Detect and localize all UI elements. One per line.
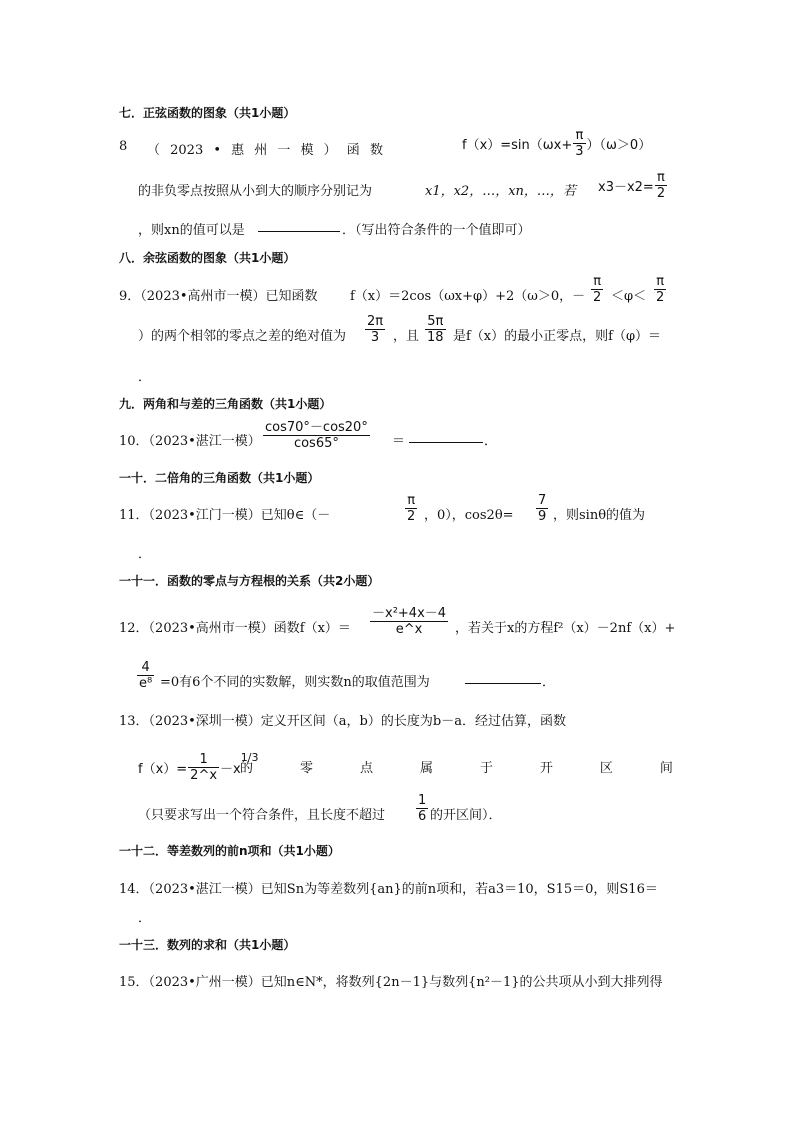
q12-tail: ，若关于x的方程f²（x）－2nf（x）+ — [455, 621, 676, 636]
q12-text: 12．（2023•高州市一模）函数f（x）＝ — [119, 621, 351, 636]
q11-two: 2 — [407, 509, 416, 524]
q8-fraction-pi-3 — [573, 128, 585, 159]
q11-nine: 9 — [538, 509, 547, 524]
q9-fraction-2pi-3 — [364, 314, 386, 345]
q10-end: ． — [484, 434, 498, 449]
q11-mid: ，0），cos2θ= — [424, 508, 514, 523]
q9-end-dot: ． — [138, 370, 152, 385]
q14-end-dot: ． — [138, 911, 152, 926]
q8-vars: x1，x2，…，xn，…，若 — [425, 184, 576, 199]
q8-pi: π — [575, 128, 584, 143]
q8-line2: 的非负零点按照从小到大的顺序分别记为 — [138, 184, 373, 199]
q9-fivepi: 5π — [427, 314, 444, 329]
q9-fraction-pi-2-b — [653, 274, 667, 305]
q9-two-b: 2 — [656, 290, 665, 305]
q8-number: 8 — [119, 139, 128, 154]
q8-source: （ 2023 • 惠 州 一 模 ） 函 数 — [147, 143, 383, 158]
q15-text: 15．（2023•广州一模）已知n∈N*，将数列{2n－1}与数列{n²－1}的公共项从小到大排列得 — [119, 975, 663, 990]
q12-denominator: e^x — [370, 621, 448, 637]
q9-two-a: 2 — [593, 290, 602, 305]
q13-one-b: 1 — [418, 793, 427, 808]
q8-three: 3 — [575, 144, 584, 159]
q13-word: 属 — [419, 761, 433, 776]
q13-word: 开 — [539, 761, 553, 776]
q8-line3a: ，则xn的值可以是 — [138, 223, 245, 238]
q9-lt: ＜φ＜ — [611, 289, 647, 304]
q8-line3b: ．（写出符合条件的一个值即可） — [342, 223, 531, 238]
q13-minus-x: －x — [220, 762, 241, 777]
q8-two: 2 — [656, 186, 666, 201]
q8-func-tail: ）（ω＞0） — [586, 138, 652, 153]
q13-exponent: 1/3 — [240, 751, 259, 764]
q9-three: 3 — [365, 329, 385, 345]
section-heading-7: 七．正弦函数的图象（共1小题） — [119, 106, 296, 120]
q12-fraction — [369, 606, 449, 637]
q9-twopi: 2π — [367, 314, 384, 329]
q9-number: 9．（2023•高州市一模）已知函数 — [119, 289, 318, 304]
q11-end-dot: ． — [138, 547, 152, 562]
q8-cond-text: x3－x2= — [598, 180, 654, 195]
q9-pi-a: π — [593, 274, 602, 289]
q8-func-text: f（x）=sin（ωx+ — [462, 138, 573, 153]
q11-fraction-pi-2 — [404, 493, 418, 524]
q9-fraction-5pi-18 — [424, 314, 447, 345]
q10-answer-blank — [409, 430, 483, 443]
q9-pi-b: π — [656, 274, 665, 289]
section-heading-11: 一十一．函数的零点与方程根的关系（共2小题） — [119, 574, 380, 588]
section-heading-12: 一十二．等差数列的前n项和（共1小题） — [119, 844, 340, 858]
q11-text: 11．（2023•江门一模）已知θ∈（－ — [119, 508, 331, 523]
q12-line2: =0有6个不同的实数解，则实数n的取值范围为 — [160, 675, 430, 690]
q14-text: 14．（2023•湛江一模）已知Sn为等差数列{an}的前n项和，若a3＝10，S15＝0，则S16＝ — [119, 882, 658, 897]
q10-number: 10．（2023•湛江一模） — [119, 434, 261, 449]
q12-fraction-4-e8 — [136, 660, 155, 691]
q12-numerator: －x²+4x－4 — [372, 606, 447, 621]
q9-line2c: 是f（x）的最小正零点，则f（φ）＝ — [453, 329, 662, 344]
q13-line3a: （只要求写出一个符合条件，且长度不超过 — [138, 808, 386, 823]
q12-answer-blank — [465, 671, 541, 684]
q13-one: 1 — [199, 752, 208, 767]
section-heading-13: 一十三．数列的求和（共1小题） — [119, 938, 296, 952]
q13-line3b: 的开区间）． — [430, 808, 502, 823]
q11-seven: 7 — [538, 493, 547, 508]
section-heading-10: 一十．二倍角的三角函数（共1小题） — [119, 471, 320, 485]
q13-word: 的 — [240, 761, 254, 776]
q9-line2b: ，且 — [393, 329, 420, 344]
q9-fraction-pi-2-a — [590, 274, 604, 305]
q13-spaced-words — [240, 757, 673, 776]
q8-condition — [598, 170, 668, 201]
q13-two-power-x: 2^x — [190, 768, 218, 783]
q9-line2a: ）的两个相邻的零点之差的绝对值为 — [138, 329, 347, 344]
q13-six: 6 — [418, 809, 427, 824]
q10-numerator: cos70°－cos20° — [265, 420, 368, 435]
q9-eighteen: 18 — [427, 330, 444, 345]
q10-denominator: cos65° — [263, 435, 370, 451]
q13-word: 点 — [359, 761, 373, 776]
q10-fraction — [262, 420, 371, 451]
section-heading-8: 八．余弦函数的图象（共1小题） — [119, 251, 296, 265]
q13-fraction-1-6 — [415, 793, 429, 824]
q13-line1: 13．（2023•深圳一模）定义开区间（a，b）的长度为b－a．经过估算，函数 — [119, 714, 566, 729]
q8-function — [462, 128, 651, 159]
section-heading-9: 九．两角和与差的三角函数（共1小题） — [119, 397, 332, 411]
q13-word: 于 — [479, 761, 493, 776]
q10-equals: ＝ — [392, 434, 406, 449]
q13-word: 区 — [599, 761, 613, 776]
q11-tail: ，则sinθ的值为 — [553, 508, 646, 523]
q13-word: 间 — [659, 761, 673, 776]
q12-end: ． — [542, 675, 556, 690]
q11-pi: π — [407, 493, 416, 508]
q13-fx: f（x）= — [138, 762, 188, 777]
q8-answer-blank — [258, 219, 340, 232]
q12-e8: e⁸ — [139, 676, 153, 691]
q11-fraction-7-9 — [535, 493, 549, 524]
q13-word: 零 — [299, 761, 313, 776]
q8-fraction-pi-2 — [655, 170, 667, 201]
q9-func: f（x）＝2cos（ωx+φ）+2（ω＞0，－ — [350, 289, 586, 304]
q8-pi-2: π — [657, 170, 665, 185]
q12-four: 4 — [141, 660, 150, 675]
